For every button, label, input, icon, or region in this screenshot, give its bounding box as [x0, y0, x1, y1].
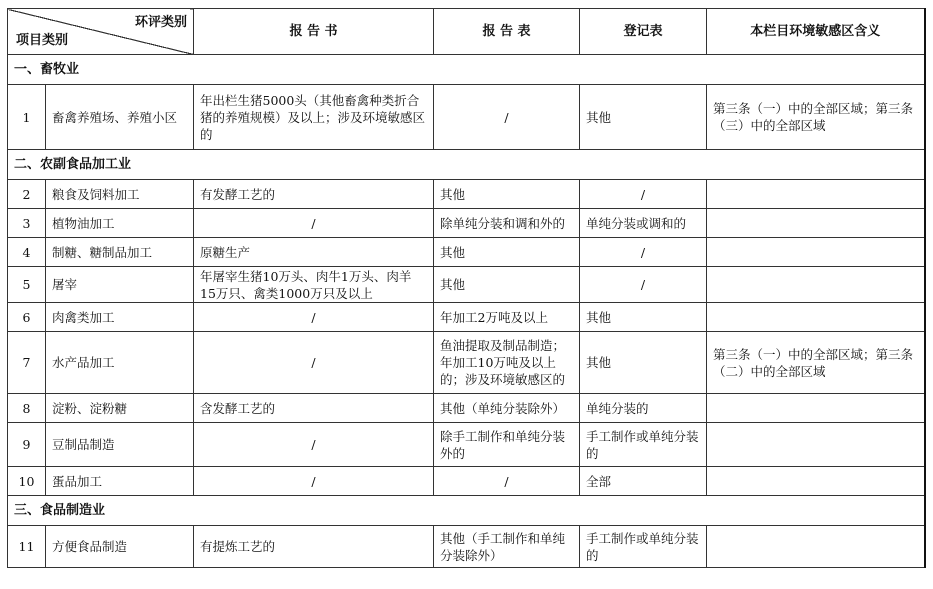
row-number-cell: 1: [8, 85, 46, 150]
report-form-cell: 除单纯分装和调和外的: [434, 209, 580, 238]
sensitive-area-cell: [707, 394, 925, 423]
report-book-header: 报 告 书: [194, 9, 434, 55]
table-row: [8, 394, 925, 423]
row-number-cell: 10: [8, 467, 46, 496]
table-row: [8, 303, 925, 332]
section-row: [8, 55, 925, 85]
table-row: [8, 423, 925, 467]
registration-cell: 手工制作或单纯分装的: [580, 526, 707, 568]
table-row: [8, 332, 925, 394]
report-book-cell: /: [194, 209, 434, 238]
sensitive-area-cell: [707, 467, 925, 496]
row-number-cell: 4: [8, 238, 46, 267]
sensitive-area-cell: [707, 180, 925, 209]
registration-header: 登记表: [580, 9, 707, 55]
table-row: [8, 209, 925, 238]
report-form-cell: /: [434, 467, 580, 496]
registration-cell: /: [580, 180, 707, 209]
project-name-cell: 蛋品加工: [46, 467, 194, 496]
report-form-cell: 其他（手工制作和单纯分装除外）: [434, 526, 580, 568]
sensitive-area-cell: [707, 267, 925, 303]
project-name-cell: 畜禽养殖场、养殖小区: [46, 85, 194, 150]
registration-cell: /: [580, 238, 707, 267]
report-book-cell: 原糖生产: [194, 238, 434, 267]
sensitive-area-cell: [707, 423, 925, 467]
table-row: [8, 467, 925, 496]
assessment-category-label: 环评类别: [134, 15, 187, 30]
registration-cell: 手工制作或单纯分装的: [580, 423, 707, 467]
report-book-cell: /: [194, 303, 434, 332]
row-number-cell: 9: [8, 423, 46, 467]
row-number-cell: 5: [8, 267, 46, 303]
report-book-cell: 有发酵工艺的: [194, 180, 434, 209]
report-form-cell: 其他: [434, 180, 580, 209]
registration-cell: 其他: [580, 303, 707, 332]
section-title: 三、食品制造业: [8, 496, 925, 526]
section-row: [8, 150, 925, 180]
project-name-cell: 屠宰: [46, 267, 194, 303]
row-number-cell: 11: [8, 526, 46, 568]
report-book-cell: /: [194, 423, 434, 467]
project-name-cell: 植物油加工: [46, 209, 194, 238]
registration-cell: 其他: [580, 85, 707, 150]
report-book-cell: /: [194, 467, 434, 496]
sensitive-area-cell: [707, 303, 925, 332]
registration-cell: 单纯分装的: [580, 394, 707, 423]
sensitive-area-cell: [707, 238, 925, 267]
report-form-cell: 其他: [434, 267, 580, 303]
row-number-cell: 8: [8, 394, 46, 423]
report-book-cell: /: [194, 332, 434, 394]
row-number-cell: 6: [8, 303, 46, 332]
report-form-header: 报 告 表: [434, 9, 580, 55]
project-name-cell: 水产品加工: [46, 332, 194, 394]
sensitive-area-cell: 第三条（一）中的全部区域；第三条（二）中的全部区域: [707, 332, 925, 394]
sensitive-area-cell: 第三条（一）中的全部区域；第三条（三）中的全部区域: [707, 85, 925, 150]
report-form-cell: /: [434, 85, 580, 150]
sensitive-area-cell: [707, 526, 925, 568]
report-form-cell: 年加工2万吨及以上: [434, 303, 580, 332]
report-book-cell: 含发酵工艺的: [194, 394, 434, 423]
report-form-cell: 鱼油提取及制品制造；年加工10万吨及以上的；涉及环境敏感区的: [434, 332, 580, 394]
report-book-cell: 年屠宰生猪10万头、肉牛1万头、肉羊15万只、禽类1000万只及以上: [194, 267, 434, 303]
report-form-cell: 除手工制作和单纯分装外的: [434, 423, 580, 467]
report-form-cell: 其他: [434, 238, 580, 267]
registration-cell: 全部: [580, 467, 707, 496]
table-row: [8, 238, 925, 267]
report-book-cell: 有提炼工艺的: [194, 526, 434, 568]
section-row: [8, 496, 925, 526]
report-book-cell: 年出栏生猪5000头（其他畜禽种类折合猪的养殖规模）及以上；涉及环境敏感区的: [194, 85, 434, 150]
sensitive-area-meaning-header: 本栏目环境敏感区含义: [707, 9, 925, 55]
registration-cell: 其他: [580, 332, 707, 394]
table-row: [8, 526, 925, 568]
row-number-cell: 3: [8, 209, 46, 238]
report-form-cell: 其他（单纯分装除外）: [434, 394, 580, 423]
diagonal-header-cell: [8, 9, 194, 55]
project-category-label: 项目类别: [16, 33, 69, 48]
project-name-cell: 制糖、糖制品加工: [46, 238, 194, 267]
table-row: [8, 85, 925, 150]
header-row: [8, 9, 925, 55]
row-number-cell: 2: [8, 180, 46, 209]
registration-cell: 单纯分装或调和的: [580, 209, 707, 238]
project-name-cell: 肉禽类加工: [46, 303, 194, 332]
section-title: 一、畜牧业: [8, 55, 925, 85]
project-name-cell: 粮食及饲料加工: [46, 180, 194, 209]
project-name-cell: 淀粉、淀粉糖: [46, 394, 194, 423]
sensitive-area-cell: [707, 209, 925, 238]
environmental-assessment-table: [7, 8, 926, 568]
section-title: 二、农副食品加工业: [8, 150, 925, 180]
table-row: [8, 180, 925, 209]
table-row: [8, 267, 925, 303]
row-number-cell: 7: [8, 332, 46, 394]
registration-cell: /: [580, 267, 707, 303]
project-name-cell: 豆制品制造: [46, 423, 194, 467]
project-name-cell: 方便食品制造: [46, 526, 194, 568]
